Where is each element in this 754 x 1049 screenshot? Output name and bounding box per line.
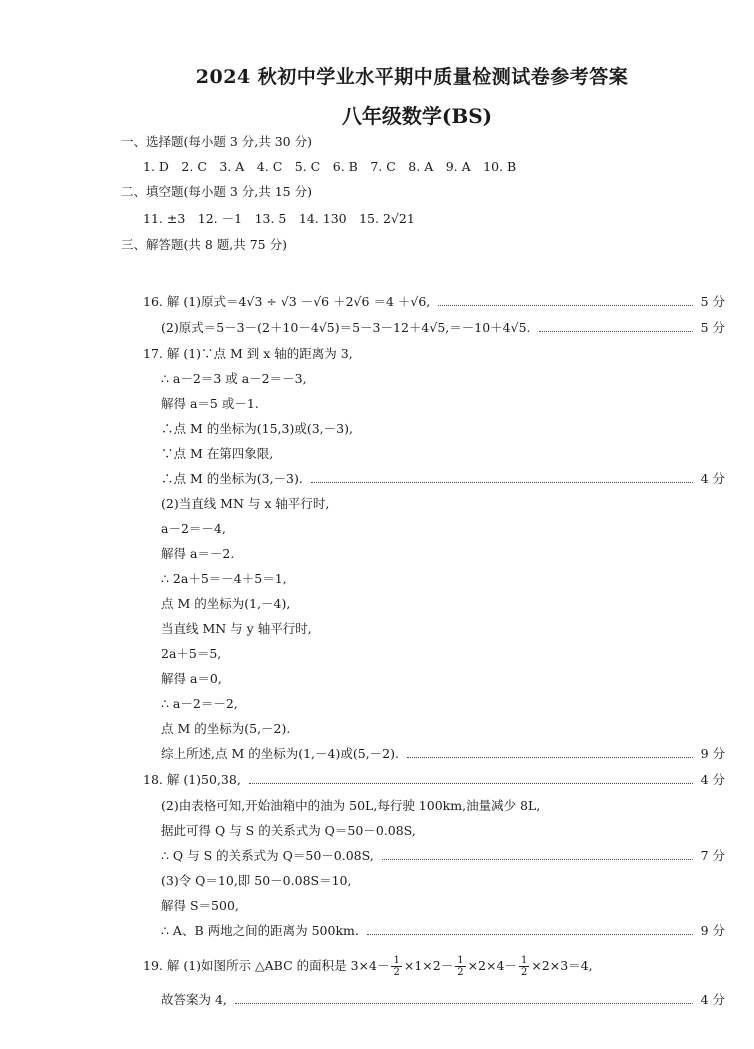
q17-line-5: ∵点 M 在第四象限, xyxy=(161,446,274,461)
q17-line-6: ∴点 M 的坐标为(3,－3). 4 分 xyxy=(161,469,725,489)
q17-line-7: (2)当直线 MN 与 x 轴平行时, xyxy=(161,496,330,511)
q17-line-12: 当直线 MN 与 y 轴平行时, xyxy=(161,621,312,636)
section-fill-heading: 二、填空题(每小题 3 分,共 15 分) xyxy=(121,184,312,199)
q16-part2: (2)原式＝5－3－(2＋10－4√5)＝5－3－12＋4√5,＝－10＋4√5. 5 分 xyxy=(161,318,725,338)
q17-line-16: 点 M 的坐标为(5,－2). xyxy=(161,721,291,736)
q18-line-3: 据此可得 Q 与 S 的关系式为 Q＝50－0.08S, xyxy=(161,823,416,838)
q18-line-5: (3)令 Q＝10,即 50－0.08S＝10, xyxy=(161,873,352,888)
q19-line-2: 故答案为 4, 4 分 xyxy=(161,990,725,1010)
score-label: 5 分 xyxy=(700,294,725,309)
page-title: 2024 秋初中学业水平期中质量检测试卷参考答案 xyxy=(195,66,629,88)
q17-line-14: 解得 a＝0, xyxy=(161,671,222,686)
q17-line-10: ∴ 2a＋5＝－4＋5＝1, xyxy=(161,571,287,586)
score-label: 4 分 xyxy=(700,772,725,787)
q17-line-13: 2a＋5＝5, xyxy=(161,646,222,661)
q18-line-7: ∴ A、B 两地之间的距离为 500km. 9 分 xyxy=(161,921,725,941)
q17-line-17: 综上所述,点 M 的坐标为(1,－4)或(5,－2). 9 分 xyxy=(161,744,725,764)
section-choice-heading: 一、选择题(每小题 3 分,共 30 分) xyxy=(121,134,312,149)
q17-line-4: ∴点 M 的坐标为(15,3)或(3,－3), xyxy=(161,421,353,436)
choice-answers: 1. D 2. C 3. A 4. C 5. C 6. B 7. C 8. A 9. A 10. B xyxy=(143,159,517,174)
fraction-half: $\frac{1}{2}$ xyxy=(393,954,400,978)
section-solve-heading: 三、解答题(共 8 题,共 75 分) xyxy=(121,237,287,252)
page-subtitle: 八年级数学(BS) xyxy=(341,104,493,128)
fraction-half: $\frac{1}{2}$ xyxy=(520,954,528,978)
q18-line-4: ∴ Q 与 S 的关系式为 Q＝50－0.08S, 7 分 xyxy=(161,846,725,866)
q17-line-3: 解得 a＝5 或－1. xyxy=(161,396,259,411)
fraction-half: $\frac{1}{2}$ xyxy=(457,954,464,978)
q17-line-8: a－2＝－4, xyxy=(161,521,226,536)
score-label: 9 分 xyxy=(700,746,725,761)
score-label: 4 分 xyxy=(700,992,725,1007)
q17-line-2: ∴ a－2＝3 或 a－2＝－3, xyxy=(161,371,307,386)
q18-line-2: (2)由表格可知,开始油箱中的油为 50L,每行驶 100km,油量减少 8L, xyxy=(161,798,541,813)
q17-line-11: 点 M 的坐标为(1,－4), xyxy=(161,596,291,611)
score-label: 4 分 xyxy=(700,471,725,486)
score-label: 7 分 xyxy=(700,848,725,863)
fill-answers: 11. ±3 12. －1 13. 5 14. 130 15. 2√21 xyxy=(143,211,415,226)
q17-line-1: 17. 解 (1)∵点 M 到 x 轴的距离为 3, xyxy=(143,346,353,361)
q18-line-6: 解得 S＝500, xyxy=(161,898,239,913)
q17-line-9: 解得 a＝－2. xyxy=(161,546,235,561)
q16-part1: 16. 解 (1)原式＝4√3 ÷ √3 －√6 ＋2√6 ＝4 ＋√6, 5 分 xyxy=(143,292,725,312)
q19-line-1: 19. 解 (1)如图所示 △ABC 的面积是 3×4－ $\frac{1}{2}$ ×1×2－ $\frac{1}{2}$ ×2×4－ $\frac{1}{2}$ ×2×3＝4, xyxy=(143,954,593,978)
q18-line-1: 18. 解 (1)50,38, 4 分 xyxy=(143,770,725,790)
score-label: 5 分 xyxy=(700,320,725,335)
score-label: 9 分 xyxy=(700,923,725,938)
q17-line-15: ∴ a－2＝－2, xyxy=(161,696,238,711)
